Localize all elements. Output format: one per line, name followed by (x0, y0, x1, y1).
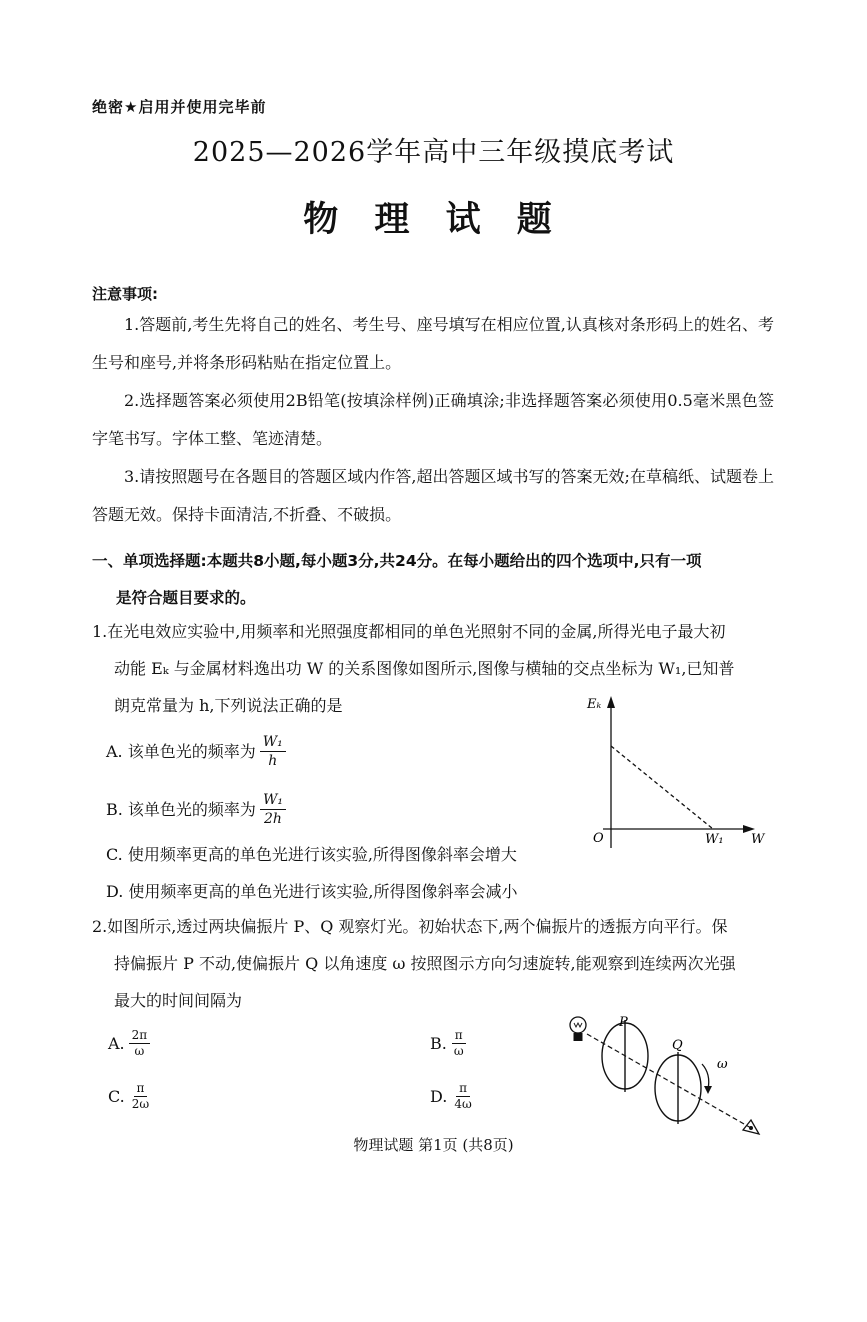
fraction-numerator: π (452, 1028, 466, 1044)
y-axis-arrow (607, 696, 615, 708)
option-b-label: B. (430, 1033, 447, 1053)
question-2-option-b (430, 1028, 467, 1059)
section-heading-line1: 一、单项选择题:本题共8小题,每小题3分,共24分。在每小题给出的四个选项中,只有一项 (92, 552, 702, 570)
option-b-text: B. 该单色光的频率为 (106, 799, 256, 819)
fraction-numerator: π (134, 1081, 148, 1097)
y-axis-label: Eₖ (587, 697, 602, 712)
x-axis-label: W (751, 832, 765, 847)
option-a-fraction (129, 1028, 151, 1059)
ek-w-graph (585, 690, 770, 860)
option-c-text: C. 使用频率更高的单色光进行该实验,所得图像斜率会增大 (106, 845, 517, 864)
question-1-option-a (106, 733, 286, 770)
question-1-line2: 动能 Eₖ 与金属材料逸出功 W 的关系图像如图所示,图像与横轴的交点坐标为 W₁,已知普 (114, 659, 735, 678)
question-1-line3: 朗克常量为 h,下列说法正确的是 (114, 696, 343, 715)
section-heading (92, 543, 774, 617)
option-a-label: A. (108, 1033, 125, 1053)
intercept-label: W₁ (705, 832, 724, 847)
fraction-numerator: W₁ (260, 733, 286, 752)
ek-line (611, 746, 713, 829)
option-b-fraction (260, 791, 286, 828)
notice-item-3: 3.请按照题号在各题目的答题区域内作答,超出答题区域书写的答案无效;在草稿纸、试题卷上答题无效。保持卡面清洁,不折叠、不破损。 (92, 467, 774, 524)
light-path (587, 1034, 751, 1128)
question-2-stem (92, 908, 782, 1019)
question-1-option-c (106, 844, 517, 866)
option-d-fraction (451, 1081, 474, 1112)
option-b-fraction (451, 1028, 467, 1059)
omega-label: ω (717, 1057, 728, 1072)
polarizer-figure (565, 1010, 775, 1142)
origin-label: O (593, 831, 604, 846)
fraction-denominator: 2h (263, 811, 282, 827)
question-1-option-d (106, 881, 518, 903)
option-d-text: D. 使用频率更高的单色光进行该实验,所得图像斜率会减小 (106, 882, 518, 901)
question-2-line1: 2.如图所示,透过两块偏振片 P、Q 观察灯光。初始状态下,两个偏振片的透振方向平行。保 (92, 917, 728, 936)
fraction-denominator: ω (453, 1044, 464, 1058)
fraction-denominator: 2ω (131, 1097, 150, 1111)
rotation-arrow (702, 1064, 709, 1089)
bulb-icon (570, 1017, 586, 1041)
question-2-option-a (108, 1028, 150, 1059)
option-c-label: C. (108, 1086, 125, 1106)
p-label: P (619, 1014, 628, 1030)
option-c-fraction (129, 1081, 152, 1112)
subject-title: 物 理 试 题 (303, 200, 564, 240)
fraction-denominator: 4ω (454, 1097, 472, 1111)
fraction-numerator: π (456, 1081, 470, 1097)
notice-item-1: 1.答题前,考生先将自己的姓名、考生号、座号填写在相应位置,认真核对条形码上的姓名、考生号和座号,并将条形码粘贴在指定位置上。 (92, 315, 774, 372)
fraction-denominator: ω (134, 1044, 145, 1058)
page-footer: 物理试题 第1页 (共8页) (353, 1136, 514, 1154)
eye-icon (743, 1120, 759, 1134)
option-d-label: D. (430, 1086, 448, 1106)
notice-list (92, 306, 774, 534)
notice-item-2: 2.选择题答案必须使用2B铅笔(按填涂样例)正确填涂;非选择题答案必须使用0.5毫米黑色签字笔书写。字体工整、笔迹清楚。 (92, 391, 774, 448)
option-a-text: A. 该单色光的频率为 (106, 741, 256, 761)
question-1-option-b (106, 791, 286, 828)
exam-title: 2025—2026学年高中三年级摸底考试 (192, 137, 675, 168)
notice-heading: 注意事项: (92, 285, 158, 303)
question-2-option-d (430, 1081, 475, 1112)
option-a-fraction (260, 733, 286, 770)
confidential-label: 绝密★启用并使用完毕前 (92, 98, 267, 116)
q-label: Q (672, 1038, 683, 1053)
fraction-numerator: W₁ (260, 791, 286, 810)
rotation-arrowhead (704, 1086, 712, 1094)
question-2-line3: 最大的时间间隔为 (114, 991, 243, 1010)
question-1-line1: 1.在光电效应实验中,用频率和光照强度都相同的单色光照射不同的金属,所得光电子最大初 (92, 622, 726, 641)
fraction-numerator: 2π (129, 1028, 151, 1044)
fraction-denominator: h (268, 753, 278, 769)
section-heading-line2: 是符合题目要求的。 (116, 589, 256, 607)
question-2-option-c (108, 1081, 152, 1112)
question-2-line2: 持偏振片 P 不动,使偏振片 Q 以角速度 ω 按照图示方向匀速旋转,能观察到连续两次光强 (114, 954, 736, 973)
